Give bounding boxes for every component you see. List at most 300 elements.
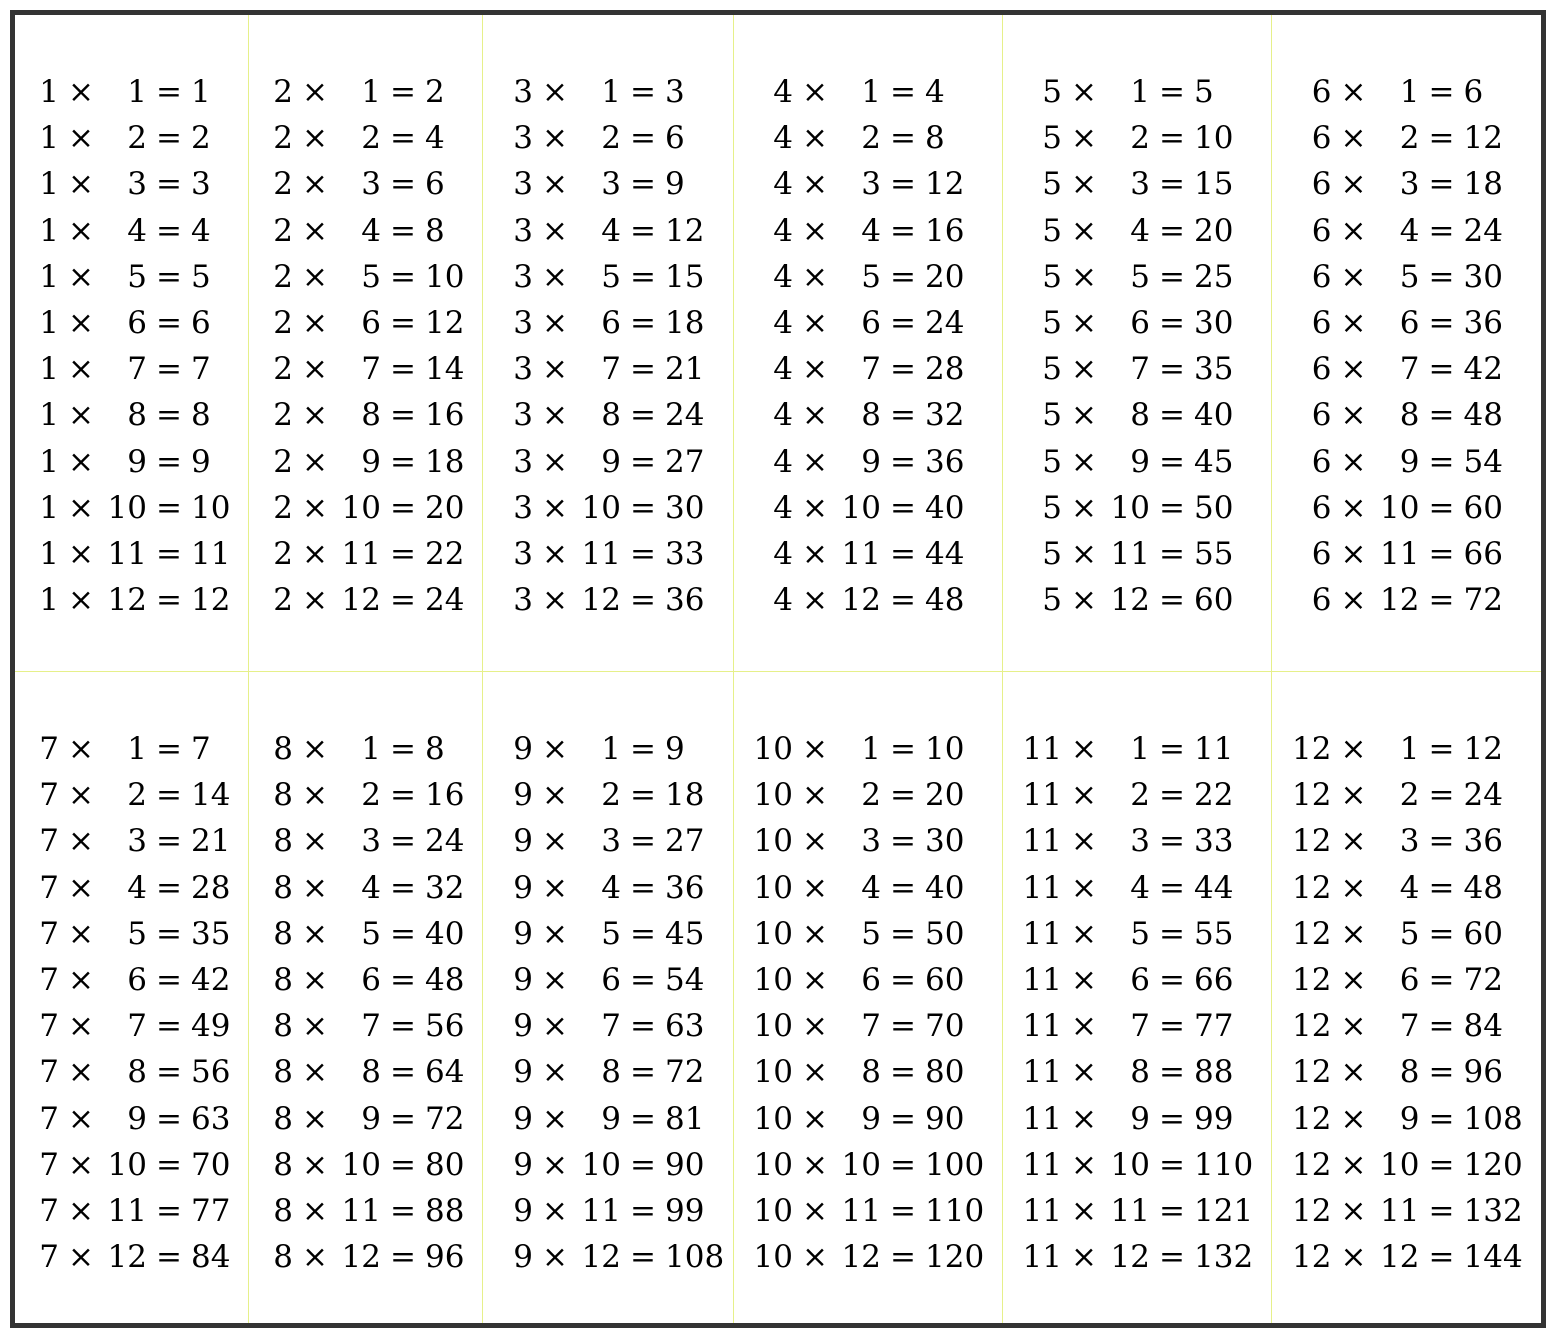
multiplier-value: 10 <box>1380 1146 1420 1183</box>
multiplier-value: 3 <box>127 166 147 203</box>
times-symbol: × <box>302 351 328 388</box>
times-symbol: × <box>302 1054 328 1091</box>
times-symbol: × <box>68 74 94 110</box>
multiplier-value: 8 <box>1130 1054 1150 1091</box>
product-value: 12 <box>665 212 705 249</box>
equals-symbol: = <box>1428 582 1455 619</box>
equals-symbol: = <box>890 1146 916 1183</box>
multiplier-value: 4 <box>1130 869 1150 906</box>
times-symbol: × <box>802 731 828 767</box>
product-value: 10 <box>1194 120 1234 157</box>
equals-symbol: = <box>390 120 416 157</box>
multiplier-value: 10 <box>581 1146 621 1183</box>
multiplier-value: 3 <box>861 823 881 860</box>
equals-symbol: = <box>390 397 416 434</box>
times-symbol: × <box>542 777 568 814</box>
multiplicand-value: 10 <box>753 1239 793 1276</box>
times-symbol: × <box>542 1008 568 1045</box>
product-value: 99 <box>665 1192 705 1229</box>
equals-symbol: = <box>1428 489 1455 526</box>
equals-symbol: = <box>156 731 182 767</box>
times-symbol: × <box>68 869 94 906</box>
multiplier-value: 7 <box>361 1008 381 1045</box>
multiplier-value: 8 <box>361 397 381 434</box>
multiplicand-value: 6 <box>1311 120 1332 157</box>
times-symbol: × <box>302 258 328 295</box>
product-value: 48 <box>1463 397 1503 434</box>
multiplier-value: 1 <box>1130 74 1150 110</box>
multiplier-value: 6 <box>1399 961 1420 998</box>
multiplicand-value: 1 <box>39 535 59 572</box>
multiplicand-value: 2 <box>273 443 293 480</box>
equals-symbol: = <box>1159 1146 1185 1183</box>
equals-symbol: = <box>1428 1239 1455 1276</box>
equation-list <box>1003 726 1271 1280</box>
equation-line <box>249 1142 482 1188</box>
product-value: 3 <box>191 166 211 203</box>
equals-symbol: = <box>390 351 416 388</box>
table-column-12 <box>1272 672 1541 1323</box>
equals-symbol: = <box>1428 1146 1455 1183</box>
multiplicand-value: 2 <box>273 258 293 295</box>
multiplier-value: 10 <box>1110 489 1150 526</box>
multiplicand-value: 8 <box>273 1008 293 1045</box>
equals-symbol: = <box>890 351 916 388</box>
equals-symbol: = <box>1159 397 1185 434</box>
multiplicand-value: 6 <box>1311 535 1332 572</box>
equation-line <box>15 1003 248 1049</box>
product-value: 20 <box>925 777 965 814</box>
times-symbol: × <box>542 1192 568 1229</box>
multiplier-value: 8 <box>601 397 621 434</box>
equals-symbol: = <box>390 869 416 906</box>
multiplicand-value: 5 <box>1042 212 1062 249</box>
equals-symbol: = <box>1159 1054 1185 1091</box>
times-symbol: × <box>302 1100 328 1137</box>
equals-symbol: = <box>1428 397 1455 434</box>
multiplier-value: 3 <box>1130 166 1150 203</box>
times-symbol: × <box>1340 823 1367 860</box>
times-symbol: × <box>1340 489 1367 526</box>
multiplicand-value: 11 <box>1022 1100 1062 1137</box>
multiplier-value: 4 <box>127 869 147 906</box>
times-symbol: × <box>68 166 94 203</box>
multiplier-value: 7 <box>361 351 381 388</box>
multiplicand-value: 11 <box>1022 961 1062 998</box>
multiplicand-value: 2 <box>273 212 293 249</box>
equals-symbol: = <box>390 961 416 998</box>
multiplier-value: 9 <box>1130 443 1150 480</box>
times-symbol: × <box>68 731 94 767</box>
multiplier-value: 8 <box>127 1054 147 1091</box>
multiplicand-value: 6 <box>1311 489 1332 526</box>
equals-symbol: = <box>156 869 182 906</box>
multiplicand-value: 6 <box>1311 212 1332 249</box>
multiplier-value: 11 <box>581 1192 621 1229</box>
equation-line <box>483 911 733 957</box>
equals-symbol: = <box>1159 74 1185 110</box>
multiplier-value: 12 <box>1380 582 1420 619</box>
times-symbol: × <box>68 443 94 480</box>
product-value: 22 <box>1194 777 1234 814</box>
multiplier-value: 12 <box>841 582 881 619</box>
multiplier-value: 9 <box>861 443 881 480</box>
table-column-8 <box>249 672 483 1323</box>
multiplier-value: 11 <box>107 1192 147 1229</box>
product-value: 7 <box>191 351 211 388</box>
equation-line <box>1272 69 1541 115</box>
multiplier-value: 5 <box>1399 258 1420 295</box>
product-value: 80 <box>925 1054 965 1091</box>
equation-line <box>1272 865 1541 911</box>
equals-symbol: = <box>1159 915 1185 952</box>
times-symbol: × <box>802 258 828 295</box>
multiplier-value: 3 <box>361 823 381 860</box>
equals-symbol: = <box>890 1054 916 1091</box>
equation-line <box>734 254 1002 300</box>
times-symbol: × <box>802 443 828 480</box>
product-value: 72 <box>425 1100 465 1137</box>
multiplier-value: 6 <box>601 961 621 998</box>
times-symbol: × <box>542 489 568 526</box>
equation-line <box>249 957 482 1003</box>
multiplier-value: 4 <box>1130 212 1150 249</box>
product-value: 14 <box>191 777 231 814</box>
times-symbol: × <box>1071 74 1097 110</box>
times-symbol: × <box>802 1054 828 1091</box>
multiplicand-value: 6 <box>1311 397 1332 434</box>
equals-symbol: = <box>890 1192 916 1229</box>
product-value: 54 <box>1463 443 1503 480</box>
equation-line <box>734 115 1002 161</box>
equation-line <box>734 439 1002 485</box>
equals-symbol: = <box>390 212 416 249</box>
product-value: 16 <box>925 212 965 249</box>
times-symbol: × <box>542 1100 568 1137</box>
multiplier-value: 9 <box>127 443 147 480</box>
equals-symbol: = <box>1428 731 1455 767</box>
multiplier-value: 6 <box>861 304 881 341</box>
times-symbol: × <box>1340 915 1367 952</box>
equals-symbol: = <box>1428 258 1455 295</box>
multiplier-value: 12 <box>107 1239 147 1276</box>
times-symbol: × <box>1340 74 1367 110</box>
equals-symbol: = <box>1428 120 1455 157</box>
times-symbol: × <box>1071 166 1097 203</box>
multiplicand-value: 11 <box>1022 777 1062 814</box>
equals-symbol: = <box>390 1054 416 1091</box>
multiplicand-value: 8 <box>273 1100 293 1137</box>
equals-symbol: = <box>890 1008 916 1045</box>
product-value: 12 <box>191 582 231 619</box>
multiplier-value: 4 <box>361 869 381 906</box>
equals-symbol: = <box>630 166 656 203</box>
equation-line <box>249 392 482 438</box>
equals-symbol: = <box>1428 823 1455 860</box>
product-value: 88 <box>1194 1054 1234 1091</box>
equals-symbol: = <box>630 120 656 157</box>
multiplicand-value: 8 <box>273 1239 293 1276</box>
times-symbol: × <box>542 351 568 388</box>
table-row-top <box>15 15 1541 672</box>
multiplicand-value: 1 <box>39 304 59 341</box>
product-value: 72 <box>1463 961 1503 998</box>
equation-line <box>734 300 1002 346</box>
multiplier-value: 5 <box>861 915 881 952</box>
product-value: 8 <box>425 212 445 249</box>
equation-line <box>1003 439 1271 485</box>
table-column-6 <box>1272 15 1541 671</box>
times-symbol: × <box>302 489 328 526</box>
equation-line <box>483 439 733 485</box>
multiplier-value: 7 <box>1399 351 1420 388</box>
equals-symbol: = <box>1428 351 1455 388</box>
multiplicand-value: 6 <box>1311 74 1332 110</box>
equation-line <box>483 577 733 623</box>
product-value: 42 <box>191 961 231 998</box>
table-column-7 <box>15 672 249 1323</box>
equals-symbol: = <box>156 397 182 434</box>
equals-symbol: = <box>156 166 182 203</box>
times-symbol: × <box>802 397 828 434</box>
equals-symbol: = <box>890 1239 916 1276</box>
product-value: 10 <box>191 489 231 526</box>
product-value: 20 <box>425 489 465 526</box>
equals-symbol: = <box>1159 120 1185 157</box>
equation-line <box>1003 300 1271 346</box>
product-value: 15 <box>1194 166 1234 203</box>
multiplicand-value: 10 <box>753 1100 793 1137</box>
multiplier-value: 1 <box>861 731 881 767</box>
product-value: 32 <box>425 869 465 906</box>
equation-line <box>483 300 733 346</box>
equals-symbol: = <box>156 582 182 619</box>
multiplicand-value: 3 <box>513 582 533 619</box>
equals-symbol: = <box>1159 961 1185 998</box>
equation-line <box>734 161 1002 207</box>
product-value: 27 <box>665 823 705 860</box>
equation-line <box>734 865 1002 911</box>
product-value: 60 <box>925 961 965 998</box>
times-symbol: × <box>302 212 328 249</box>
times-symbol: × <box>542 166 568 203</box>
multiplier-value: 8 <box>1130 397 1150 434</box>
multiplier-value: 10 <box>1110 1146 1150 1183</box>
multiplicand-value: 5 <box>1042 397 1062 434</box>
times-symbol: × <box>802 961 828 998</box>
product-value: 80 <box>425 1146 465 1183</box>
times-symbol: × <box>68 777 94 814</box>
equation-list <box>734 69 1002 623</box>
product-value: 48 <box>425 961 465 998</box>
times-symbol: × <box>1340 1100 1367 1137</box>
multiplier-value: 4 <box>361 212 381 249</box>
multiplier-value: 11 <box>341 535 381 572</box>
product-value: 10 <box>425 258 465 295</box>
equation-line <box>734 69 1002 115</box>
equation-line <box>1003 161 1271 207</box>
equals-symbol: = <box>390 1239 416 1276</box>
product-value: 45 <box>1194 443 1234 480</box>
product-value: 110 <box>1194 1146 1254 1183</box>
multiplier-value: 1 <box>1130 731 1150 767</box>
multiplicand-value: 1 <box>39 351 59 388</box>
equation-list <box>1272 726 1541 1280</box>
product-value: 33 <box>1194 823 1234 860</box>
product-value: 99 <box>1194 1100 1234 1137</box>
product-value: 108 <box>1463 1100 1523 1137</box>
times-symbol: × <box>1340 961 1367 998</box>
multiplication-table-grid <box>15 15 1541 1323</box>
multiplier-value: 2 <box>127 120 147 157</box>
equals-symbol: = <box>630 535 656 572</box>
times-symbol: × <box>1340 304 1367 341</box>
equals-symbol: = <box>390 443 416 480</box>
times-symbol: × <box>1340 212 1367 249</box>
equation-line <box>1272 346 1541 392</box>
multiplier-value: 2 <box>1130 777 1150 814</box>
equation-line <box>15 1234 248 1280</box>
equals-symbol: = <box>156 1100 182 1137</box>
equation-line <box>1272 254 1541 300</box>
multiplicand-value: 2 <box>273 74 293 110</box>
times-symbol: × <box>302 777 328 814</box>
times-symbol: × <box>302 166 328 203</box>
times-symbol: × <box>802 74 828 110</box>
product-value: 4 <box>925 74 945 110</box>
multiplicand-value: 6 <box>1311 443 1332 480</box>
table-column-4 <box>734 15 1003 671</box>
times-symbol: × <box>1071 489 1097 526</box>
multiplicand-value: 11 <box>1022 1008 1062 1045</box>
product-value: 60 <box>1194 582 1234 619</box>
equals-symbol: = <box>390 74 416 110</box>
multiplicand-value: 3 <box>513 258 533 295</box>
times-symbol: × <box>302 1239 328 1276</box>
equation-line <box>734 1142 1002 1188</box>
product-value: 90 <box>925 1100 965 1137</box>
equation-line <box>734 1049 1002 1095</box>
product-value: 20 <box>1194 212 1234 249</box>
table-column-2 <box>249 15 483 671</box>
times-symbol: × <box>542 915 568 952</box>
times-symbol: × <box>68 961 94 998</box>
multiplicand-value: 9 <box>513 731 533 767</box>
product-value: 5 <box>191 258 211 295</box>
product-value: 55 <box>1194 535 1234 572</box>
product-value: 30 <box>1194 304 1234 341</box>
multiplicand-value: 4 <box>773 74 793 110</box>
equation-line <box>1272 531 1541 577</box>
multiplicand-value: 6 <box>1311 258 1332 295</box>
multiplicand-value: 12 <box>1292 1008 1332 1045</box>
equation-line <box>483 485 733 531</box>
multiplicand-value: 5 <box>1042 304 1062 341</box>
multiplicand-value: 7 <box>39 961 59 998</box>
multiplier-value: 6 <box>601 304 621 341</box>
product-value: 11 <box>191 535 231 572</box>
multiplicand-value: 3 <box>513 304 533 341</box>
multiplier-value: 3 <box>861 166 881 203</box>
equals-symbol: = <box>156 212 182 249</box>
times-symbol: × <box>1071 823 1097 860</box>
product-value: 88 <box>425 1192 465 1229</box>
multiplicand-value: 12 <box>1292 1192 1332 1229</box>
multiplicand-value: 2 <box>273 120 293 157</box>
equals-symbol: = <box>890 166 916 203</box>
multiplicand-value: 5 <box>1042 489 1062 526</box>
equation-list <box>734 726 1002 1280</box>
product-value: 21 <box>191 823 231 860</box>
product-value: 84 <box>191 1239 231 1276</box>
equation-line <box>483 1234 733 1280</box>
product-value: 7 <box>191 731 211 767</box>
multiplicand-value: 1 <box>39 443 59 480</box>
equation-line <box>15 485 248 531</box>
equation-line <box>1003 818 1271 864</box>
multiplier-value: 5 <box>601 258 621 295</box>
multiplicand-value: 4 <box>773 258 793 295</box>
multiplier-value: 8 <box>861 397 881 434</box>
multiplier-value: 5 <box>127 915 147 952</box>
multiplicand-value: 3 <box>513 443 533 480</box>
multiplicand-value: 4 <box>773 212 793 249</box>
multiplier-value: 11 <box>1380 1192 1420 1229</box>
times-symbol: × <box>802 1100 828 1137</box>
multiplicand-value: 7 <box>39 1008 59 1045</box>
product-value: 24 <box>1463 777 1503 814</box>
equals-symbol: = <box>390 823 416 860</box>
multiplicand-value: 1 <box>39 489 59 526</box>
multiplier-value: 10 <box>841 1146 881 1183</box>
multiplier-value: 2 <box>361 120 381 157</box>
multiplicand-value: 11 <box>1022 869 1062 906</box>
times-symbol: × <box>68 535 94 572</box>
equation-line <box>249 69 482 115</box>
equation-line <box>249 577 482 623</box>
product-value: 8 <box>191 397 211 434</box>
multiplier-value: 9 <box>601 1100 621 1137</box>
equation-line <box>249 161 482 207</box>
times-symbol: × <box>302 1146 328 1183</box>
equation-line <box>249 1188 482 1234</box>
product-value: 63 <box>191 1100 231 1137</box>
product-value: 16 <box>425 777 465 814</box>
times-symbol: × <box>68 1054 94 1091</box>
product-value: 132 <box>1463 1192 1523 1229</box>
product-value: 40 <box>1194 397 1234 434</box>
times-symbol: × <box>1340 1146 1367 1183</box>
times-symbol: × <box>802 489 828 526</box>
times-symbol: × <box>302 869 328 906</box>
times-symbol: × <box>68 1239 94 1276</box>
table-row-bottom <box>15 672 1541 1323</box>
product-value: 121 <box>1194 1192 1254 1229</box>
equation-line <box>1003 531 1271 577</box>
product-value: 4 <box>425 120 445 157</box>
product-value: 132 <box>1194 1239 1254 1276</box>
multiplier-value: 2 <box>1399 120 1420 157</box>
times-symbol: × <box>68 1008 94 1045</box>
multiplicand-value: 4 <box>773 443 793 480</box>
multiplicand-value: 1 <box>39 120 59 157</box>
product-value: 44 <box>1194 869 1234 906</box>
times-symbol: × <box>68 1192 94 1229</box>
multiplier-value: 7 <box>861 351 881 388</box>
multiplicand-value: 9 <box>513 1008 533 1045</box>
multiplicand-value: 5 <box>1042 120 1062 157</box>
equals-symbol: = <box>156 120 182 157</box>
